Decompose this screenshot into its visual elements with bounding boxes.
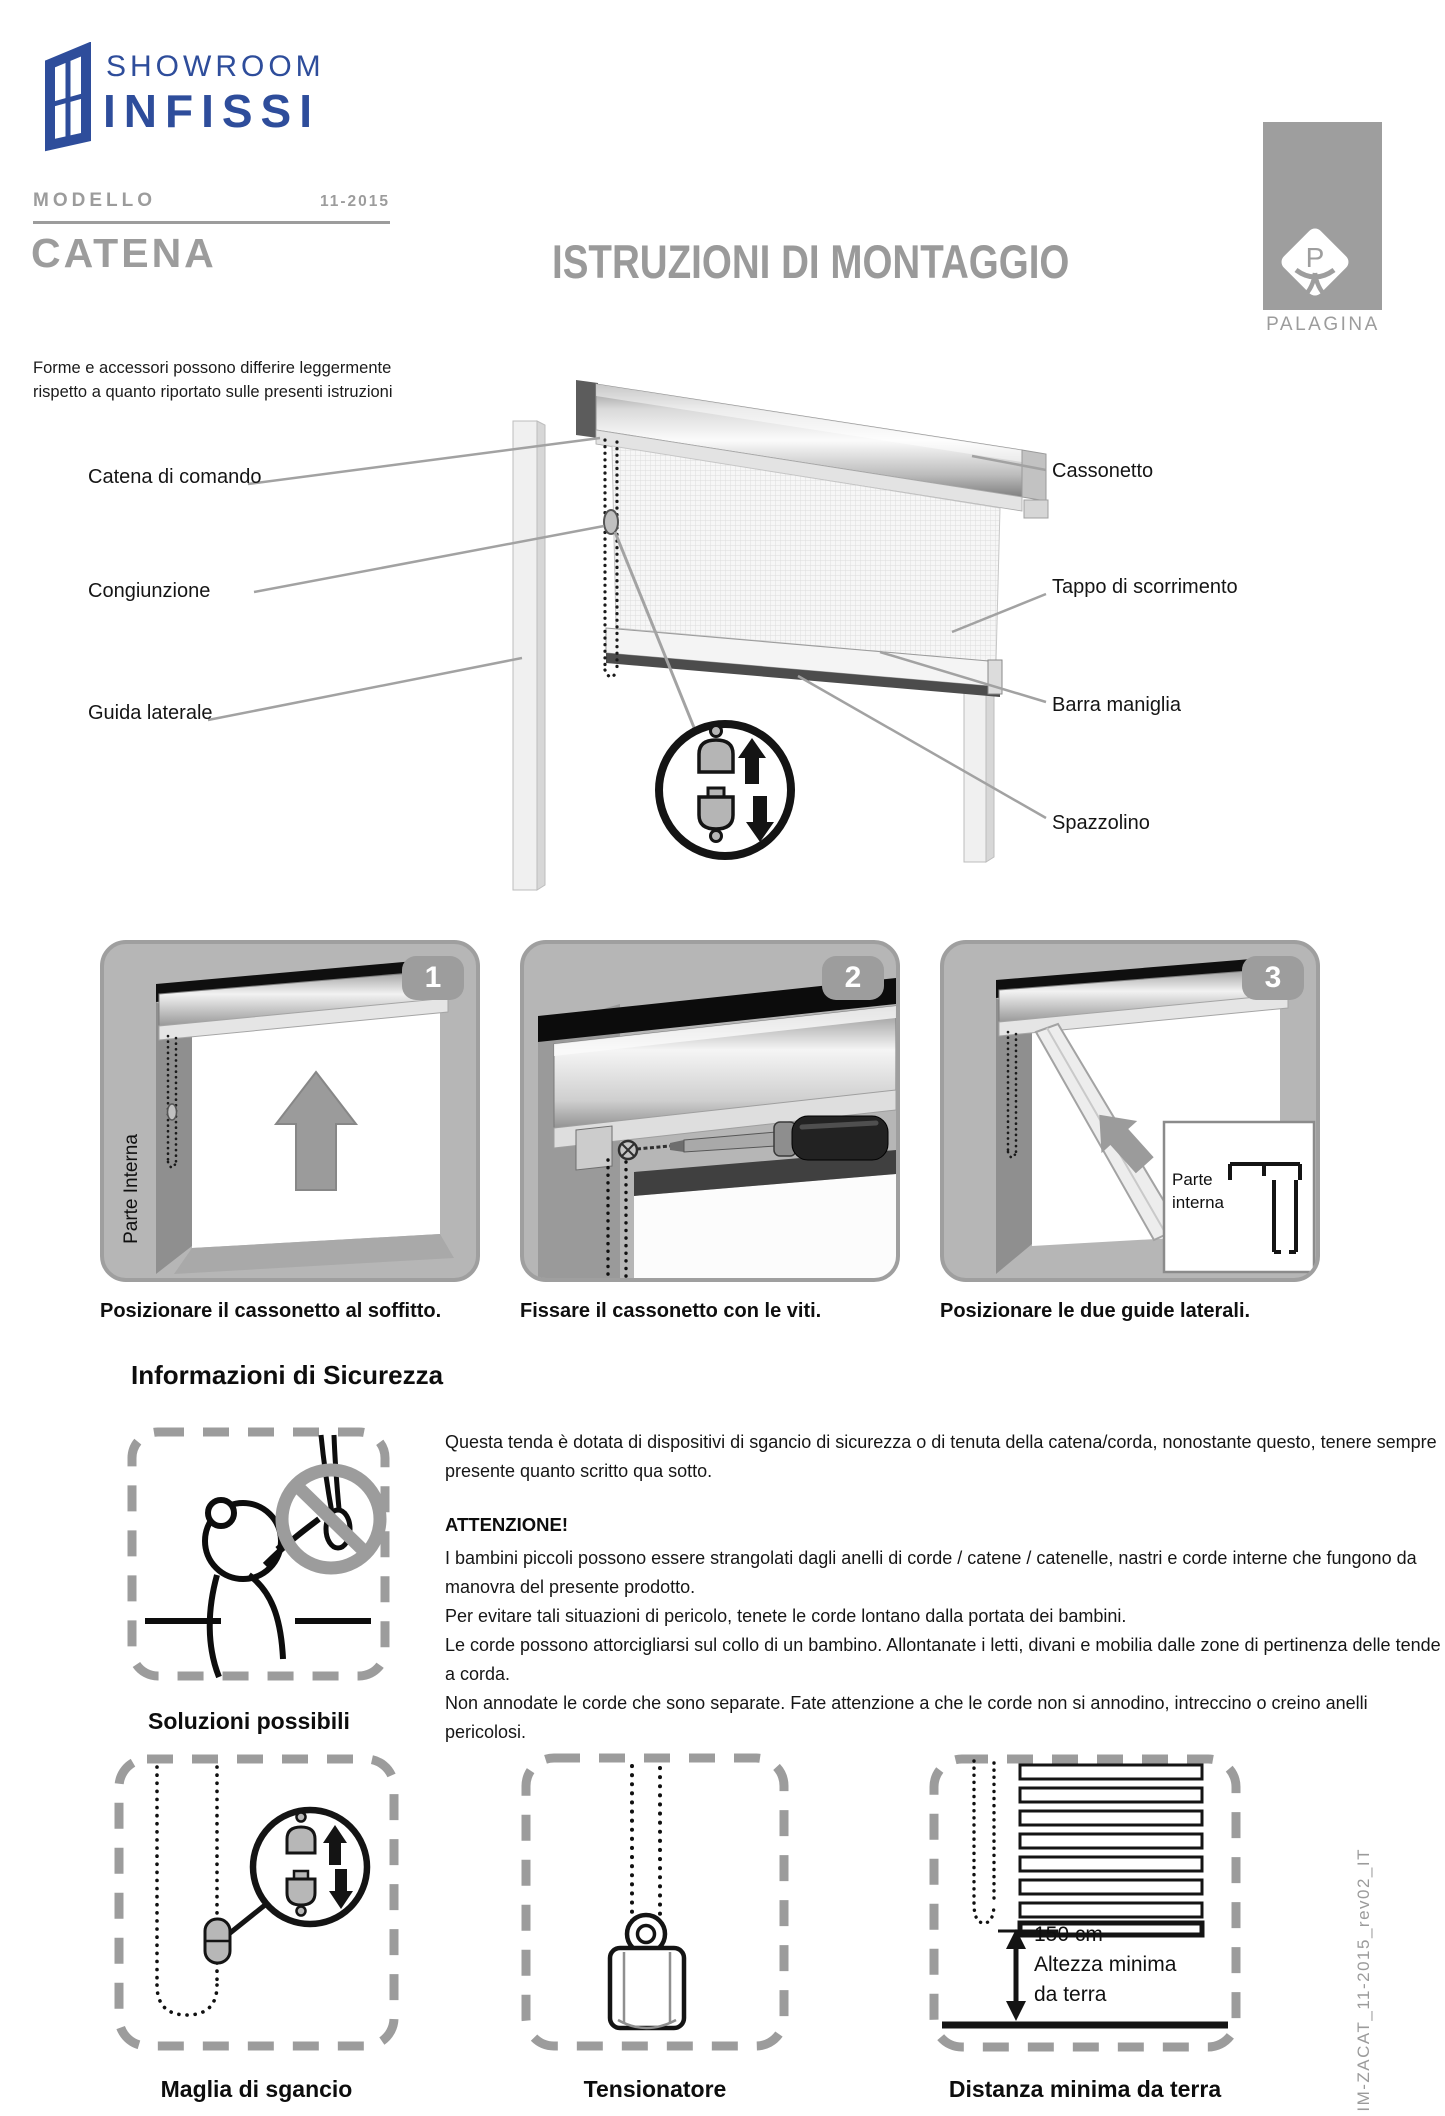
step-number: 1 [424, 961, 442, 994]
maglia-caption: Maglia di sgancio [160, 2076, 353, 2102]
page-title: ISTRUZIONI DI MONTAGGIO [552, 235, 1070, 288]
step1-caption: Posizionare il cassonetto al soffitto. [100, 1300, 442, 1322]
label-spazzolino: Spazzolino [1052, 812, 1150, 834]
step-number: 2 [844, 961, 862, 994]
step-panel-2 [520, 940, 900, 1282]
release-link-detail-circle [253, 1810, 367, 1924]
strangulation-warning-pictogram [125, 1425, 392, 1683]
chain-loop [974, 1761, 994, 1923]
brand-name-top: SHOWROOM [106, 50, 325, 83]
min-height-value: 150 cm [1034, 1923, 1103, 1946]
chain-connector [604, 510, 618, 534]
step-number-badge [822, 956, 884, 1000]
safety-heading: Informazioni di Sicurezza [131, 1360, 444, 1390]
parts-diagram [0, 380, 1445, 910]
step-panel-1 [100, 940, 480, 1282]
parte-interna-inset-label: Parte interna [1172, 1170, 1224, 1212]
parte-interna-label: Parte Interna [121, 1134, 142, 1244]
step-number: 3 [1264, 961, 1282, 994]
safety-intro: Questa tenda è dotata di dispositivi di sgancio di sicurezza o di tenuta della catena/corda, nonostante questo, tenere sempre presente quanto scritto qua sotto. [445, 1432, 1437, 1481]
intro-note: Forme e accessori possono differire leggermente rispetto a quanto riportato sulle presenti istruzioni [33, 359, 393, 401]
palagina-logo [1258, 120, 1388, 312]
step-number-badge [1242, 956, 1304, 1000]
step3-caption: Posizionare le due guide laterali. [940, 1300, 1251, 1322]
min-height-text1: Altezza minima [1034, 1953, 1177, 1976]
distanza-caption: Distanza minima da terra [948, 2076, 1222, 2102]
label-cassonetto: Cassonetto [1052, 460, 1154, 482]
warning-title: ATTENZIONE! [445, 1514, 568, 1535]
warning-line: Non annodate le corde che sono separate. Fate attenzione a che le corde non si annodino, intreccino o creino anelli pericolosi. [445, 1693, 1368, 1742]
label-barra-maniglia: Barra maniglia [1052, 694, 1181, 716]
warning-line: Le corde possono attorcigliarsi sul collo di un bambino. Allontanate i letti, divani e mobilia dalle zone di pertinenza delle tende a corda. [445, 1635, 1441, 1684]
tensionatore-caption: Tensionatore [583, 2076, 727, 2102]
document-code: IM-ZACAT_11-2015_rev02_IT [1354, 1848, 1373, 2112]
tensionatore-illustration [520, 1752, 790, 2052]
child-figure [205, 1500, 281, 1579]
step2-caption: Fissare il cassonetto con le viti. [520, 1300, 822, 1322]
maglia-di-sgancio-illustration [113, 1753, 400, 2052]
blind-slats [1020, 1765, 1202, 1935]
tensioner-device [610, 1915, 684, 2028]
label-guida-laterale: Guida laterale [88, 702, 213, 724]
header-divider [33, 221, 390, 224]
label-tappo-di-scorrimento: Tappo di scorrimento [1052, 576, 1238, 598]
revision-code: 11-2015 [319, 193, 390, 210]
chain-detail-circle [659, 724, 791, 856]
step-number-badge [402, 956, 464, 1000]
model-label: MODELLO [33, 190, 156, 211]
warning-line: I bambini piccoli possono essere strangolati dagli anelli di corde / catene / catenelle, nastri e corde interne che fungono da manovra del presente prodotto. [445, 1548, 1417, 1597]
palagina-monogram: P [1305, 242, 1325, 273]
label-congiunzione: Congiunzione [88, 580, 211, 602]
brand-name-bottom: INFISSI [103, 85, 321, 137]
solutions-heading: Soluzioni possibili [148, 1708, 350, 1734]
left-guide-rail [513, 421, 545, 890]
distanza-minima-illustration [928, 1753, 1242, 2053]
warning-line: Per evitare tali situazioni di pericolo, tenete le corde lontano dalla portata dei bambini. [445, 1606, 1127, 1626]
model-name: CATENA [31, 230, 217, 276]
prohibition-icon [282, 1470, 380, 1568]
manufacturer-name: PALAGINA [1266, 314, 1380, 335]
window-logo-icon [40, 42, 96, 152]
label-catena-di-comando: Catena di comando [88, 466, 262, 488]
min-height-text2: da terra [1034, 1983, 1107, 2006]
step-panel-3 [940, 940, 1320, 1282]
warning-text [445, 1544, 1445, 1747]
height-arrow-icon [1006, 1929, 1026, 2021]
